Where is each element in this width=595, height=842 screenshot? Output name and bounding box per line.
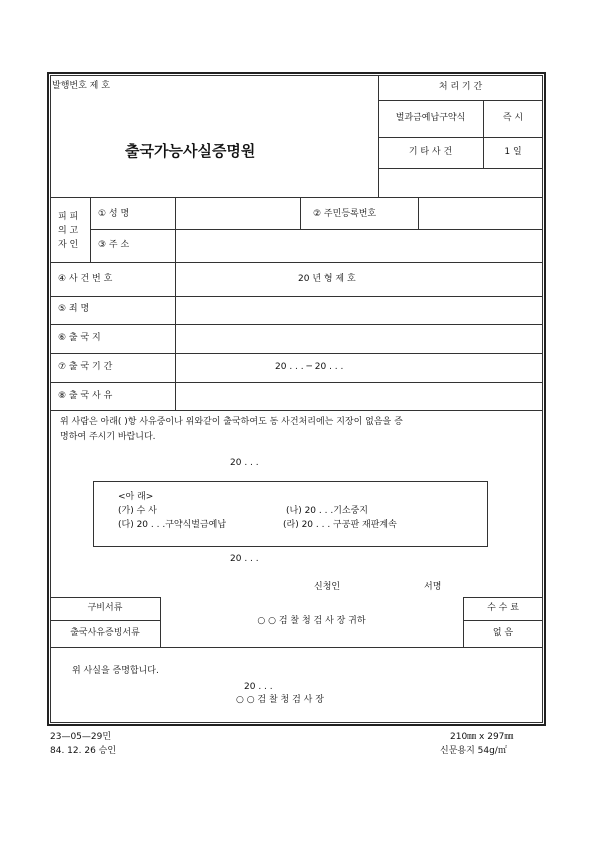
form-number: 23—05—29민: [50, 732, 112, 742]
processing-value-summary: 즉 시: [502, 113, 524, 123]
request-date[interactable]: 20 . . .: [230, 458, 259, 468]
address-label: ③ 주 소: [98, 240, 130, 250]
paper-type: 신문용지 54g/㎡: [440, 746, 507, 756]
period-label: ⑦ 출 국 기 간: [58, 362, 113, 372]
case-number-label: ④ 사 건 번 호: [58, 274, 113, 284]
address-field[interactable]: [176, 230, 542, 261]
destination-field[interactable]: [176, 325, 542, 352]
request-text-line1: 위 사람은 아래( )항 사유중이나 위와같이 출국하여도 동 사건처리에는 지장이 없음을 증: [60, 417, 403, 427]
crime-label: ⑤ 죄 명: [58, 304, 90, 314]
request-text-line2: 명하여 주시기 바랍니다.: [60, 432, 156, 442]
notes-title: <아 래>: [118, 492, 154, 502]
reason-label: ⑧ 출 국 사 유: [58, 391, 113, 401]
note-indictment-suspended: (나) 20 . . .기소중지: [286, 506, 368, 516]
destination-label: ⑥ 출 국 지: [58, 333, 101, 343]
issuer: ○ ○ 검 찰 청 검 사 장: [236, 695, 324, 705]
suspect-defendant-label: 피 피 의 고 자 인: [58, 212, 79, 250]
crime-field[interactable]: [176, 297, 542, 323]
application-date[interactable]: 20 . . .: [230, 554, 259, 564]
document-title: 출국가능사실증명원: [125, 142, 256, 160]
approval-date: 84. 12. 26 승인: [50, 746, 117, 756]
certify-text: 위 사실을 증명합니다.: [72, 666, 159, 676]
rrn-label: ② 주민등록번호: [313, 209, 377, 219]
period-value[interactable]: 20 . . . ─ 20 . . .: [275, 362, 344, 372]
signature-label: 서명: [424, 582, 442, 592]
processing-label-summary: 벌과금예납구약식: [395, 113, 466, 123]
addressee: ○ ○ 검 찰 청 검 사 장 귀하: [257, 616, 366, 626]
note-investigation: (가) 수 사: [118, 506, 157, 516]
processing-period-header: 처 리 기 간: [438, 82, 483, 92]
certify-date[interactable]: 20 . . .: [244, 682, 273, 692]
name-field[interactable]: [176, 198, 299, 228]
paper-size: 210㎜ x 297㎜: [450, 732, 514, 742]
issue-number: 발행번호 제 호: [52, 81, 110, 91]
name-label: ① 성 명: [98, 209, 130, 219]
fee-header: 수 수 료: [487, 603, 519, 613]
documents-header: 구비서류: [87, 603, 123, 613]
processing-label-other: 기 타 사 건: [408, 147, 453, 157]
applicant-label: 신청인: [314, 582, 341, 592]
case-number-value[interactable]: 20 년 형 제 호: [298, 274, 356, 284]
documents-value: 출국사유증빙서류: [70, 628, 140, 638]
note-fine-deposit: (다) 20 . . .구약식벌금예납: [118, 520, 227, 530]
rrn-field[interactable]: [419, 198, 542, 228]
fee-value: 없 음: [492, 628, 514, 638]
reason-field[interactable]: [176, 383, 542, 409]
processing-value-other: 1 일: [504, 147, 522, 157]
note-trial-pending: (라) 20 . . . 구공판 재판계속: [283, 520, 397, 530]
